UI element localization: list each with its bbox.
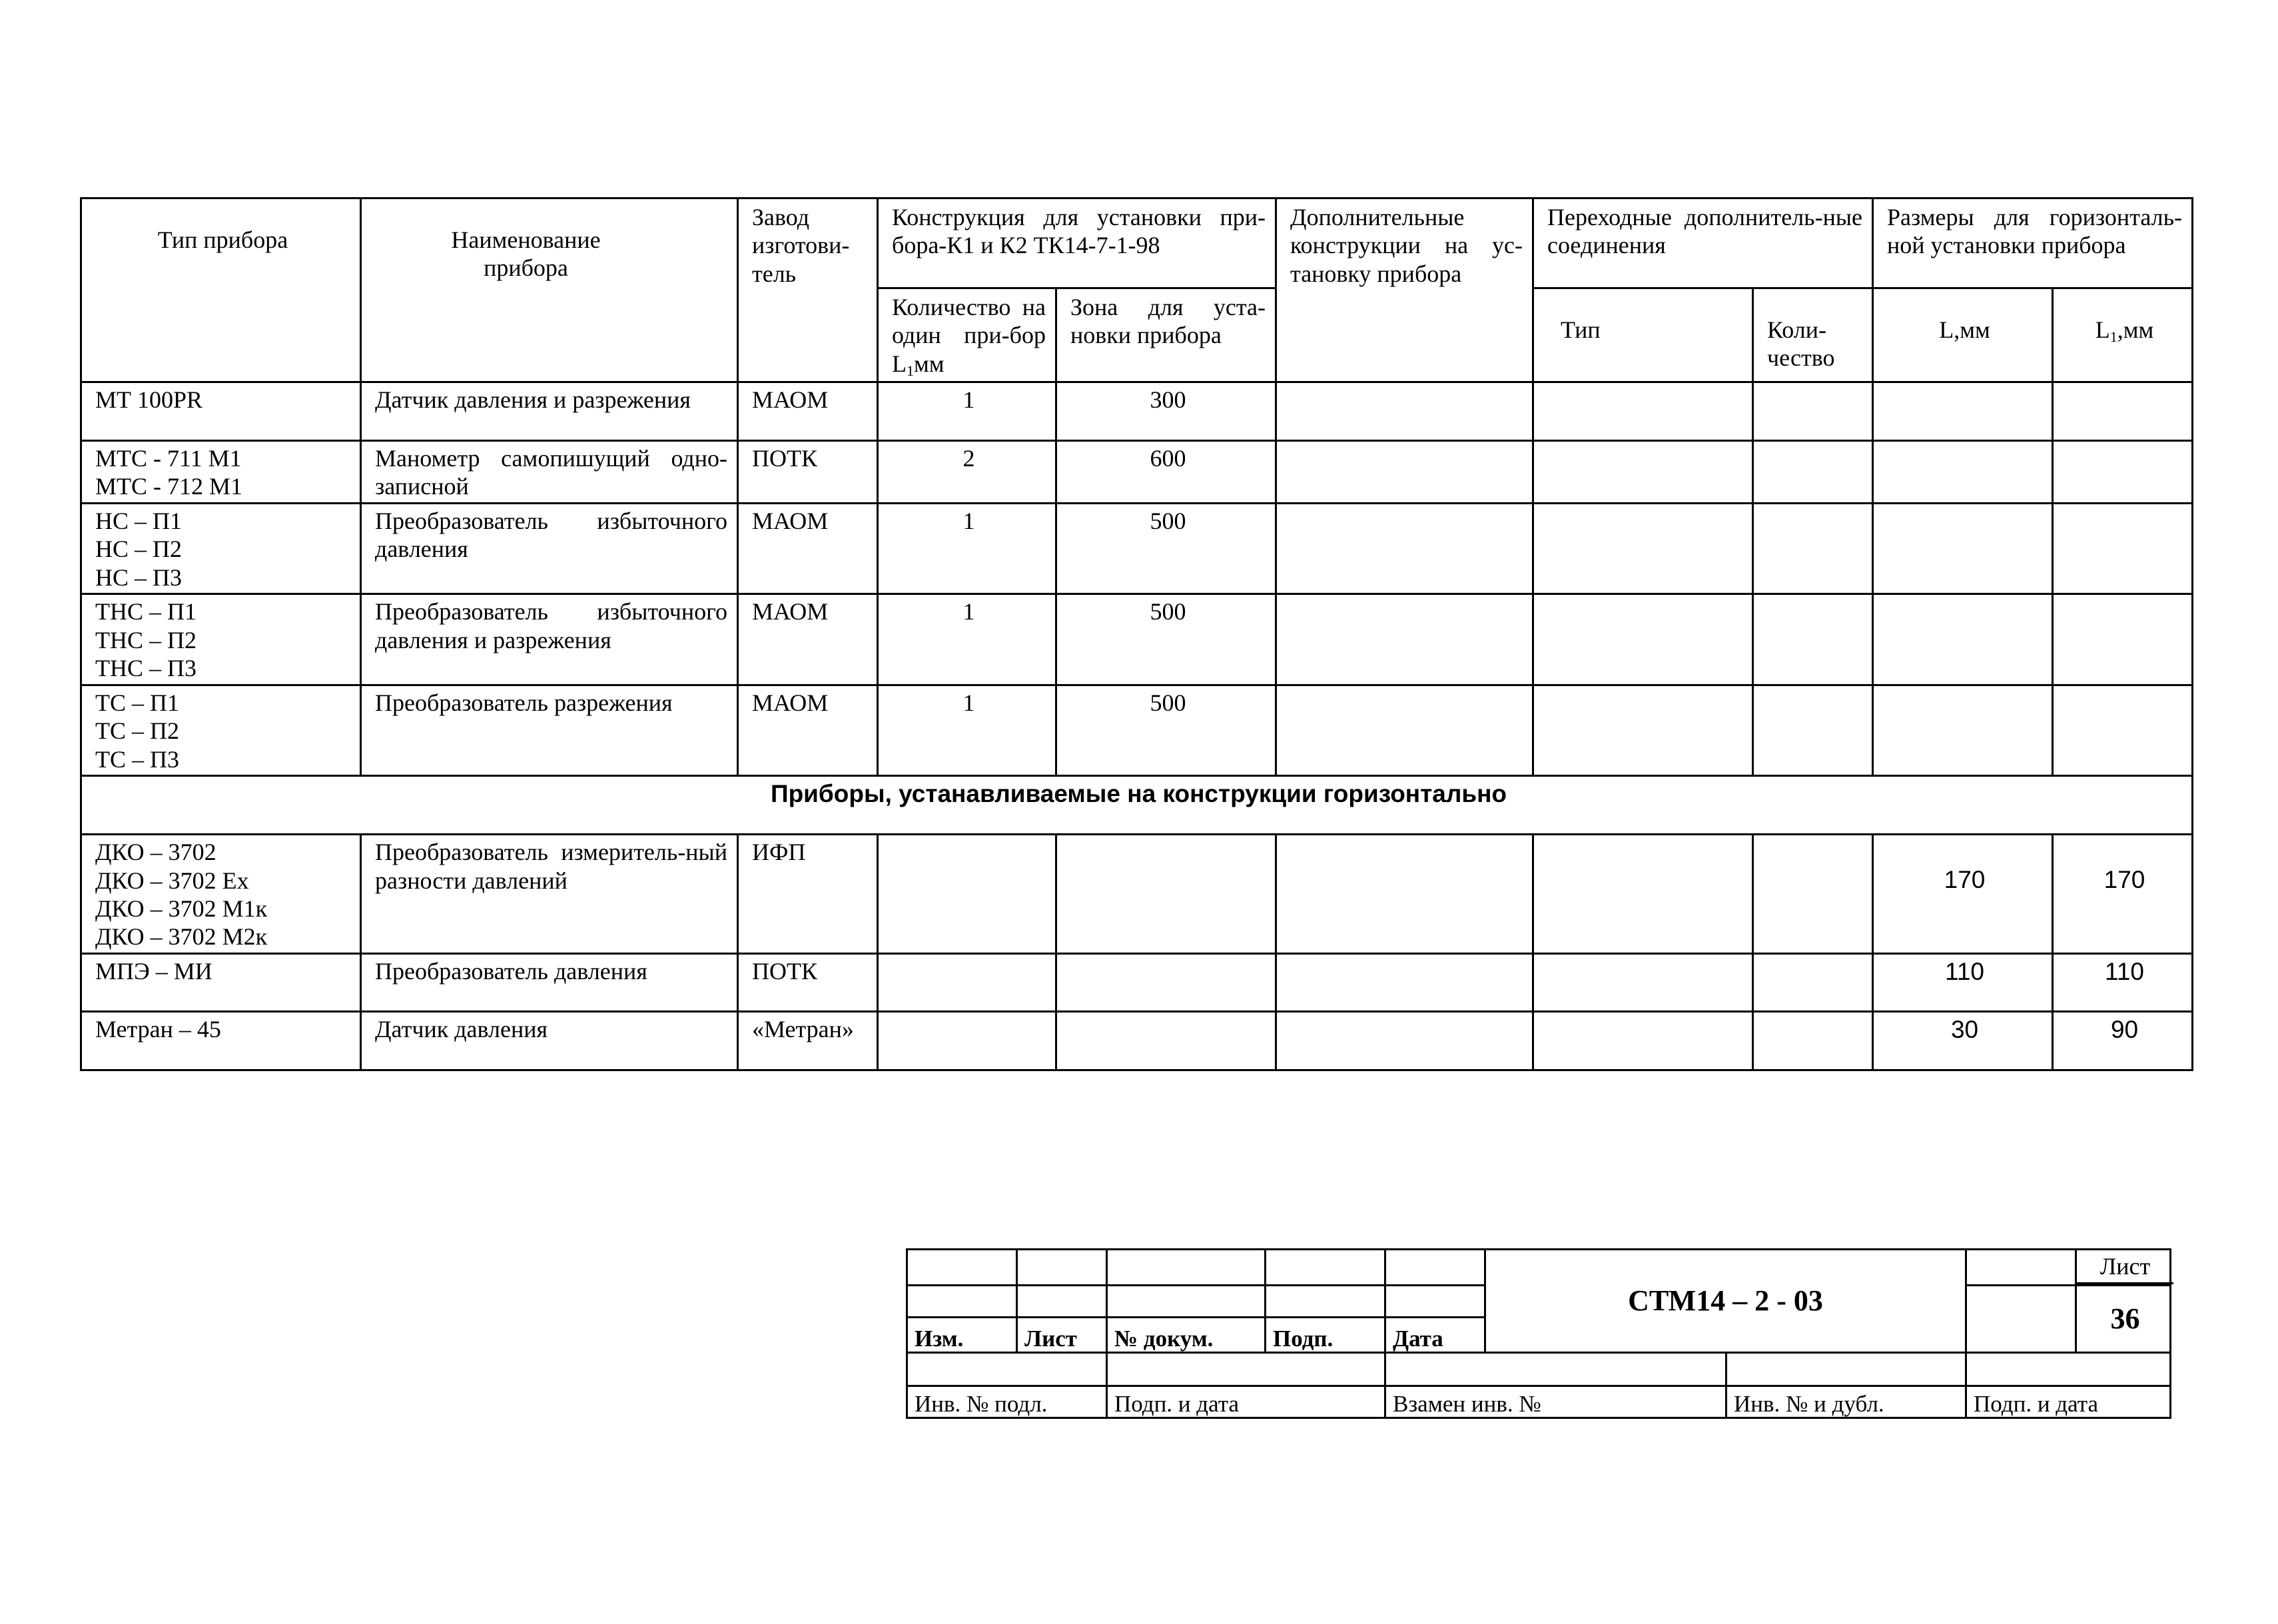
plant-cell: ПОТК — [738, 953, 878, 1011]
qty-cell: 1 — [878, 382, 1056, 440]
label-signature: Подп. — [1266, 1318, 1385, 1353]
plant-cell: ИФП — [738, 835, 878, 954]
title-block — [906, 1248, 2171, 1419]
header-transition-type: Тип — [1533, 288, 1753, 382]
header-additional: Дополнительные конструкции на ус-тановку прибора — [1276, 199, 1533, 382]
document-code: СТМ14 – 2 - 03 — [1485, 1250, 1966, 1353]
table-row — [81, 953, 2193, 1011]
l1-value-cell: 170 — [2053, 835, 2193, 954]
device-name-cell: Датчик давления и разрежения — [361, 382, 738, 440]
zone-cell: 500 — [1056, 685, 1276, 775]
device-name-cell: Преобразователь избыточного давления и разрежения — [361, 594, 738, 685]
label-date: Дата — [1385, 1318, 1485, 1353]
plant-cell: ПОТК — [738, 440, 878, 503]
device-type-cell: НС – П1 НС – П2 НС – П3 — [81, 503, 361, 594]
zone-cell: 600 — [1056, 440, 1276, 503]
device-type-cell: МПЭ – МИ — [81, 953, 361, 1011]
header-plant: Завод изготови-тель — [738, 199, 878, 382]
footer-inv-duplicate: Инв. № и дубл. — [1726, 1386, 1966, 1418]
label-doc-number: № докум. — [1107, 1318, 1266, 1353]
device-type-cell: МТС - 711 М1 МТС - 712 М1 — [81, 440, 361, 503]
footer-sign-date: Подп. и дата — [1107, 1386, 1385, 1418]
qty-cell: 1 — [878, 685, 1056, 775]
l1-value-cell: 110 — [2053, 953, 2193, 1011]
header-l1-mm: $L_1,мм$ — [2053, 288, 2193, 382]
header-qty-per-device: Количество на один при-бор $L_1мм$ — [878, 288, 1056, 382]
plant-cell: МАОМ — [738, 382, 878, 440]
device-type-cell: ДКО – 3702 ДКО – 3702 Ех ДКО – 3702 М1к ДКО – 3702 М2к — [81, 835, 361, 954]
device-name-cell: Датчик давления — [361, 1011, 738, 1070]
header-transition-qty: Коли-чество — [1753, 288, 1873, 382]
header-construction: Конструкция для установки при-бора-К1 и К2 ТК14-7-1-98 — [878, 199, 1276, 288]
zone-cell: 300 — [1056, 382, 1276, 440]
header-l-mm: L,мм — [1873, 288, 2053, 382]
qty-cell: 2 — [878, 440, 1056, 503]
header-transition: Переходные дополнитель-ные соединения — [1533, 199, 1873, 288]
qty-cell: 1 — [878, 503, 1056, 594]
table-row — [81, 440, 2193, 503]
device-name-cell: Преобразователь разрежения — [361, 685, 738, 775]
device-type-cell: ТНС – П1 ТНС – П2 ТНС – П3 — [81, 594, 361, 685]
device-name-cell: Преобразователь избыточного давления — [361, 503, 738, 594]
plant-cell: МАОМ — [738, 503, 878, 594]
qty-cell: 1 — [878, 594, 1056, 685]
device-type-cell: МТ 100PR — [81, 382, 361, 440]
plant-cell: «Метран» — [738, 1011, 878, 1070]
l-value-cell: 30 — [1873, 1011, 2053, 1070]
table-row — [81, 382, 2193, 440]
table-row — [81, 503, 2193, 594]
device-name-cell: Преобразователь измеритель-ный разности давлений — [361, 835, 738, 954]
sheet-label: Лист — [1966, 1250, 2171, 1286]
device-type-cell: Метран – 45 — [81, 1011, 361, 1070]
table-row — [81, 835, 2193, 954]
footer-inv-original: Инв. № подл. — [907, 1386, 1107, 1418]
header-horizontal-sizes: Размеры для горизонталь-ной установки прибора — [1873, 199, 2193, 288]
section-title: Приборы, устанавливаемые на конструкции горизонтально — [81, 776, 2193, 835]
section-header-row — [81, 776, 2193, 835]
label-change: Изм. — [907, 1318, 1017, 1353]
l1-value-cell: 90 — [2053, 1011, 2193, 1070]
device-type-cell: ТС – П1 ТС – П2 ТС – П3 — [81, 685, 361, 775]
l-value-cell: 110 — [1873, 953, 2053, 1011]
device-name-cell: Преобразователь давления — [361, 953, 738, 1011]
header-device-name: Наименование прибора — [361, 199, 738, 382]
plant-cell: МАОМ — [738, 594, 878, 685]
plant-cell: МАОМ — [738, 685, 878, 775]
zone-cell: 500 — [1056, 594, 1276, 685]
header-install-zone: Зона для уста-новки прибора — [1056, 288, 1276, 382]
footer-replacement: Взамен инв. № — [1385, 1386, 1726, 1418]
device-name-cell: Манометр самопишущий одно-записной — [361, 440, 738, 503]
sheet-number-cell: 36 — [1966, 1286, 2171, 1353]
footer-sign-date-2: Подп. и дата — [1966, 1386, 2171, 1418]
l-value-cell: 170 — [1873, 835, 2053, 954]
table-row — [81, 1011, 2193, 1070]
header-device-type: Тип прибора — [81, 199, 361, 382]
zone-cell: 500 — [1056, 503, 1276, 594]
device-table — [80, 197, 2193, 1071]
table-row — [81, 685, 2193, 775]
label-sheet: Лист — [1017, 1318, 1107, 1353]
table-row — [81, 594, 2193, 685]
